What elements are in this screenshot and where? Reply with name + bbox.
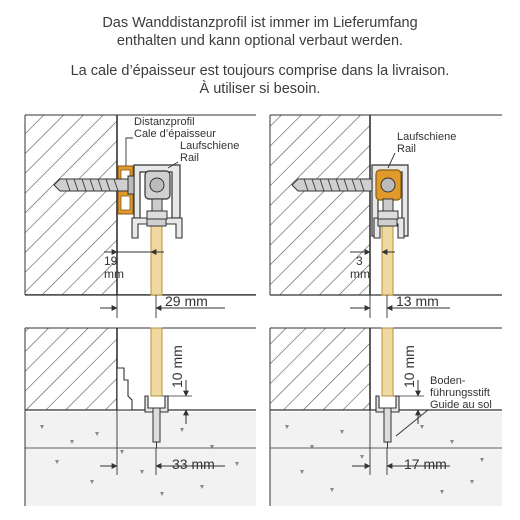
intro-german-line-1: Das Wanddistanzprofil ist immer im Lieferumfang	[102, 15, 418, 31]
gap-unit: mm	[104, 267, 124, 281]
dimension-29-label: 29 mm	[165, 293, 208, 309]
intro-french-line-1: La cale d’épaisseur est toujours comprise dans la livraison.	[70, 63, 450, 79]
panel-top-right	[270, 115, 502, 295]
gap-unit: mm	[350, 267, 370, 281]
screw	[292, 179, 372, 191]
dimension-29	[100, 293, 225, 318]
dimension-33-label: 33 mm	[172, 456, 215, 472]
door-panel	[382, 224, 393, 295]
floor-concrete	[25, 412, 256, 506]
wall-hatch	[25, 328, 117, 410]
label-guide-fr: Guide au sol	[430, 399, 492, 411]
wall-hatch	[270, 328, 370, 410]
hanger-bolt	[378, 199, 398, 219]
panel-bottom-right	[270, 328, 502, 506]
gap-value: 19	[104, 254, 118, 268]
dimension-13-label: 13 mm	[396, 293, 439, 309]
panel-bottom-left	[25, 328, 256, 506]
floor-gap-label: 10 mm	[401, 345, 417, 388]
floor-gap-label: 10 mm	[169, 345, 185, 388]
label-rail-de: Laufschiene	[180, 140, 240, 152]
label-guide-de-1: Boden-	[430, 375, 466, 387]
panel-top-left	[25, 115, 256, 295]
label-rail-de: Laufschiene	[397, 131, 457, 143]
intro-french-line-2: À utiliser si besoin.	[199, 81, 321, 97]
label-rail-fr: Rail	[180, 152, 199, 164]
label-rail-fr: Rail	[397, 143, 416, 155]
label-spacer-fr: Cale d’épaisseur	[134, 128, 216, 140]
intro-german-line-2: enthalten und kann optional verbaut werden.	[116, 33, 404, 49]
dimension-13	[350, 293, 450, 318]
screw	[54, 176, 134, 194]
dimension-17-label: 17 mm	[404, 456, 447, 472]
door-panel	[151, 328, 162, 396]
gap-value: 3	[356, 254, 363, 268]
label-spacer-de: Distanzprofil	[134, 116, 195, 128]
door-panel	[382, 328, 393, 396]
label-guide-de-2: führungsstift	[430, 387, 490, 399]
door-panel	[151, 224, 162, 295]
